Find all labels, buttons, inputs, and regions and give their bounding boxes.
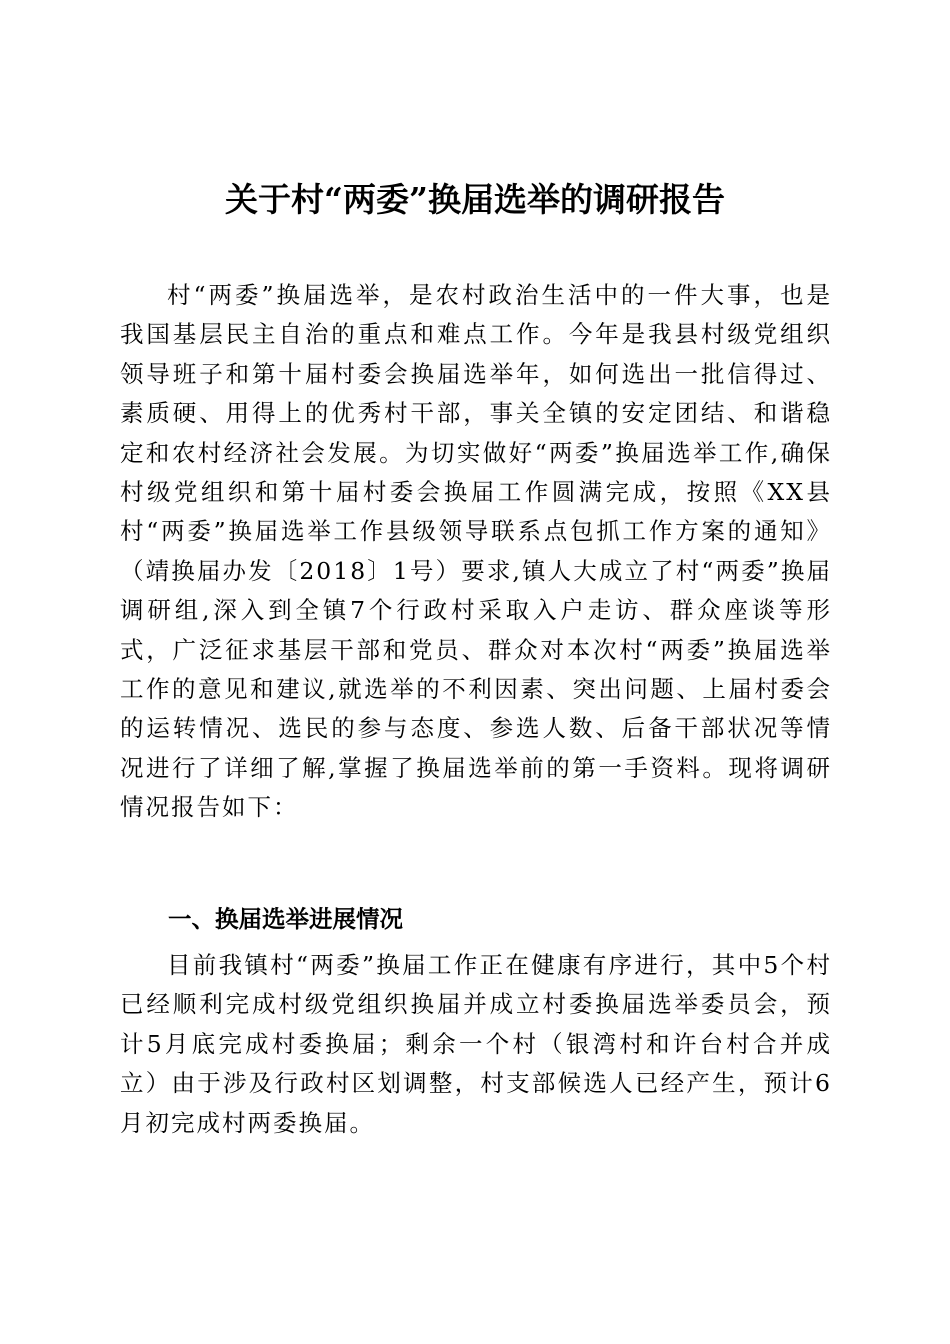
progress-paragraph: 目前我镇村“两委”换届工作正在健康有序进行，其中5个村已经顺利完成村级党组织换届并成立村委换届选举委员会，预计5月底完成村委换届；剩余一个村（银湾村和许台村合并成立）由于涉及行政村区划调整，村支部候选人已经产生，预计6月初完成村两委换届。 (120, 951, 832, 1137)
intro-paragraph: 村“两委”换届选举，是农村政治生活中的一件大事，也是我国基层民主自治的重点和难点工作。今年是我县村级党组织领导班子和第十届村委会换届选举年，如何选出一批信得过、素质硬、用得上的优秀村干部，事关全镇的安定团结、和谐稳定和农村经济社会发展。为切实做好“两委”换届选举工作,确保村级党组织和第十届村委会换届工作圆满完成，按照《XX县村“两委”换届选举工作县级领导联系点包抓工作方案的通知》（靖换届办发〔2018〕1号）要求,镇人大成立了村“两委”换届调研组,深入到全镇7个行政村采取入户走访、群众座谈等形式，广泛征求基层干部和党员、群众对本次村“两委”换届选举工作的意见和建议,就选举的不利因素、突出问题、上届村委会的运转情况、选民的参与态度、参选人数、后备干部状况等情况进行了详细了解,掌握了换届选举前的第一手资料。现将调研情况报告如下： (120, 281, 832, 822)
section-heading: 一、换届选举进展情况 (168, 905, 403, 933)
document-title: 关于村“两委”换届选举的调研报告 (225, 180, 725, 219)
